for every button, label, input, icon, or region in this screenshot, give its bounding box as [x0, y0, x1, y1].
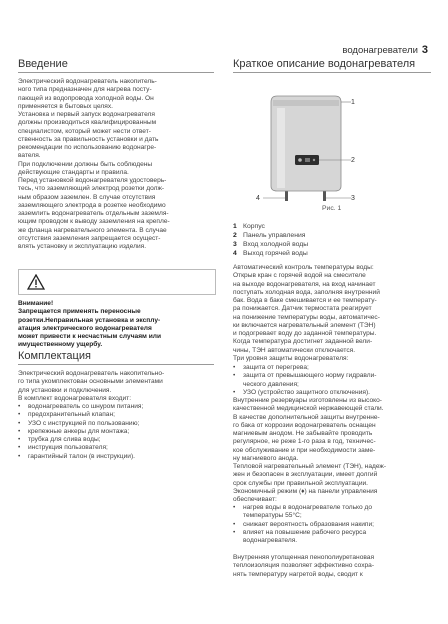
legend-text: Панель управления — [243, 232, 306, 239]
text-line: рекомендации по использованию водонагре- — [18, 144, 157, 151]
header-title: водонагреватели — [342, 45, 418, 56]
list-item — [233, 372, 431, 389]
list-item: • крепежные анкеры для монтажа; — [18, 428, 214, 436]
warning-text — [18, 300, 214, 350]
legend-row — [233, 240, 308, 249]
list-item-line: • защита от перегрева; — [243, 364, 309, 371]
text-line: жен и безопасен в эксплуатации, имеет долгий — [233, 471, 378, 479]
text-line: Перед установкой водонагревателя удостоверь- — [18, 177, 167, 184]
divider — [18, 364, 214, 365]
text-line: ра понижается. Датчик термостата реагирует — [233, 305, 372, 313]
text-line: применяется в бытовых целях. — [18, 102, 113, 110]
legend-row — [233, 231, 308, 240]
kit-list — [18, 403, 214, 461]
page-number: 3 — [421, 44, 428, 56]
text-line: В комплект водонагревателя входит: — [18, 394, 132, 402]
text-line: Внимание! — [18, 300, 54, 307]
economy-list — [233, 504, 431, 545]
legend-row — [233, 222, 308, 231]
list-item — [233, 521, 431, 529]
list-item: • инструкция пользователя; — [18, 444, 214, 452]
list-item — [233, 389, 431, 397]
water-heater-figure — [233, 80, 431, 215]
text-line: имущественному ущербу. — [18, 341, 103, 349]
text-line: магниевым анодом. Не забывайте проводить — [233, 430, 373, 437]
list-item-line: • защита от превышающего норму гидравли- — [243, 372, 377, 380]
text-line: Внутренняя утолщенная пенополиуретановая — [233, 554, 375, 561]
text-line: В качестве дополнительной защиты внутренне- — [233, 413, 380, 421]
legend-number: 2 — [233, 232, 237, 239]
list-item-line: • нагрев воды в водонагревателе только до — [243, 504, 373, 511]
text-line: ки включается нагревательный элемент (ТЭН) — [233, 321, 376, 329]
text-line: ственность за правильность установки и дать — [18, 135, 159, 143]
text-line: ного типа предназначен для нагрева посту- — [18, 86, 152, 94]
legend-row — [233, 249, 308, 258]
legend-text: Вход холодной воды — [243, 241, 309, 248]
text-line: нять температуру нагретой воды, сводит к — [233, 570, 363, 578]
text-line: заземляющего электрода в розетке необходимо — [18, 201, 166, 209]
text-line: Электрический водонагреватель накопитель- — [18, 78, 157, 85]
description-title: Краткое описание водонагревателя — [233, 58, 416, 70]
protection-list — [233, 364, 431, 397]
legend-number: 1 — [233, 223, 237, 230]
text-line: Экономичный режим (♦) на панели управления — [233, 487, 378, 495]
kit-paragraph — [18, 370, 214, 403]
text-line: го типа укомплектован основными элементами — [18, 378, 163, 386]
text-line: тесь, что заземляющий электрод розетки долж- — [18, 185, 165, 193]
text-line: атация электрического водонагревателя — [18, 324, 152, 332]
list-item: • УЗО с инструкцией по пользованию; — [18, 420, 214, 428]
warning-icon — [27, 274, 45, 290]
text-line: качественной медицинской нержавеющей стали. — [233, 405, 384, 413]
text-line: кое обслуживание и при необходимости заме- — [233, 446, 376, 454]
text-line: для установки и подключения. — [18, 386, 112, 394]
legend-text: Корпус — [243, 223, 265, 230]
divider — [18, 72, 214, 73]
text-line: вателя. — [18, 152, 41, 160]
text-line: бак. Вода в баке смешивается и ее температу- — [233, 297, 377, 304]
text-line: может привести к несчастным случаям или — [18, 333, 162, 340]
list-item-line: водонагревателя. — [243, 537, 298, 544]
text-line: должны производиться квалифицированным — [18, 119, 157, 127]
text-line: Тепловой нагревательный элемент (ТЭН), надеж- — [233, 463, 387, 470]
legend-number: 4 — [233, 250, 237, 257]
text-line: теплоизоляция позволяет эффективно сохра- — [233, 562, 375, 570]
text-line: действующие стандарты и правила. — [18, 168, 129, 176]
list-item — [233, 504, 431, 521]
text-line: поступать холодная вода, заполняя внутренний — [233, 288, 380, 296]
callout-3: 3 — [351, 195, 355, 202]
text-line: Автоматический контроль температуры воды: — [233, 264, 374, 271]
divider — [233, 72, 431, 73]
text-line: на выходе водонагревателя, на вход начинает — [233, 280, 376, 288]
list-item-line: температуры 55°C; — [243, 512, 302, 520]
text-line: Три уровня защиты водонагревателя: — [233, 354, 349, 362]
page-header — [342, 44, 428, 56]
text-line: Внутренние резервуары изготовлены из высоко- — [233, 397, 382, 404]
text-line: влять установку и эксплуатацию изделия. — [18, 243, 147, 250]
text-line: регулярное, не реже 1-го раза в год, техничес- — [233, 438, 376, 446]
callout-1: 1 — [351, 99, 355, 106]
list-item — [233, 364, 431, 372]
list-item-line: • влияет на повышение рабочего ресурса — [243, 528, 367, 536]
text-line: розетки.Неправильная установка и эксплу- — [18, 316, 161, 324]
intro-paragraph — [18, 78, 214, 251]
text-line: Установка и первый запуск водонагревателя — [18, 111, 155, 118]
text-line: Запрещается применять переносные — [18, 308, 141, 316]
text-line: обеспечивает: — [233, 496, 277, 503]
text-line: срок службы при правильной эксплуатации. — [233, 479, 369, 487]
text-line: При подключении должны быть соблюдены — [18, 160, 153, 168]
list-item: • гарантийный талон (в инструкции). — [18, 453, 214, 461]
list-item: • водонагреватель со шнуром питания; — [18, 403, 214, 411]
legend-number: 3 — [233, 241, 237, 248]
text-line: ну магниевого анода. — [233, 454, 299, 462]
text-line: же фланца нагревательного элемента. В случае — [18, 226, 167, 234]
legend-text: Выход горячей воды — [243, 250, 308, 257]
list-item-line: • УЗО (устройство защитного отключения). — [243, 388, 370, 396]
text-line: заземлить водонагреватель отдельным заземля- — [18, 210, 169, 217]
text-line: Когда температура достигнет заданной вели- — [233, 338, 373, 346]
text-line: ющим проводом к выводу заземления на крепле- — [18, 218, 170, 226]
text-line: Открыв кран с горячей водой на смесителе — [233, 272, 366, 280]
text-line: на понижение температуры воды, автоматичес- — [233, 313, 380, 321]
list-item — [233, 529, 431, 546]
callout-4: 4 — [256, 195, 260, 202]
kit-title: Комплектация — [18, 350, 91, 362]
text-line: отсутствия заземления запрещается осущест- — [18, 234, 161, 242]
text-line: го бака от коррозии водонагреватель оснащен — [233, 421, 376, 429]
callout-2: 2 — [351, 157, 355, 164]
auto-control-paragraph — [233, 264, 431, 363]
text-line: чины, ТЭН автоматически отключается. — [233, 346, 356, 354]
list-item-line: ческого давления; — [243, 380, 299, 388]
body-paragraph — [233, 397, 431, 504]
list-item-line: • снижает вероятность образования накипи; — [243, 520, 375, 528]
figure-caption: Рис. 1 — [322, 205, 342, 212]
list-item: • предохранительный клапан; — [18, 411, 214, 419]
figure-legend — [233, 222, 308, 258]
text-line: специалистом, который может нести ответ- — [18, 127, 151, 135]
text-line: пающей из водопровода холодной воды. Он — [18, 94, 154, 102]
text-line: и подогревает воду до заданной температуры. — [233, 330, 377, 337]
text-line: ным образом заземлен. В случае отсутствия — [18, 193, 156, 201]
warning-box — [18, 269, 216, 295]
intro-title: Введение — [18, 58, 68, 70]
text-line: Электрический водонагреватель накопительно- — [18, 370, 165, 377]
list-item: • трубка для слива воды; — [18, 436, 214, 444]
tail-paragraph — [233, 554, 431, 579]
